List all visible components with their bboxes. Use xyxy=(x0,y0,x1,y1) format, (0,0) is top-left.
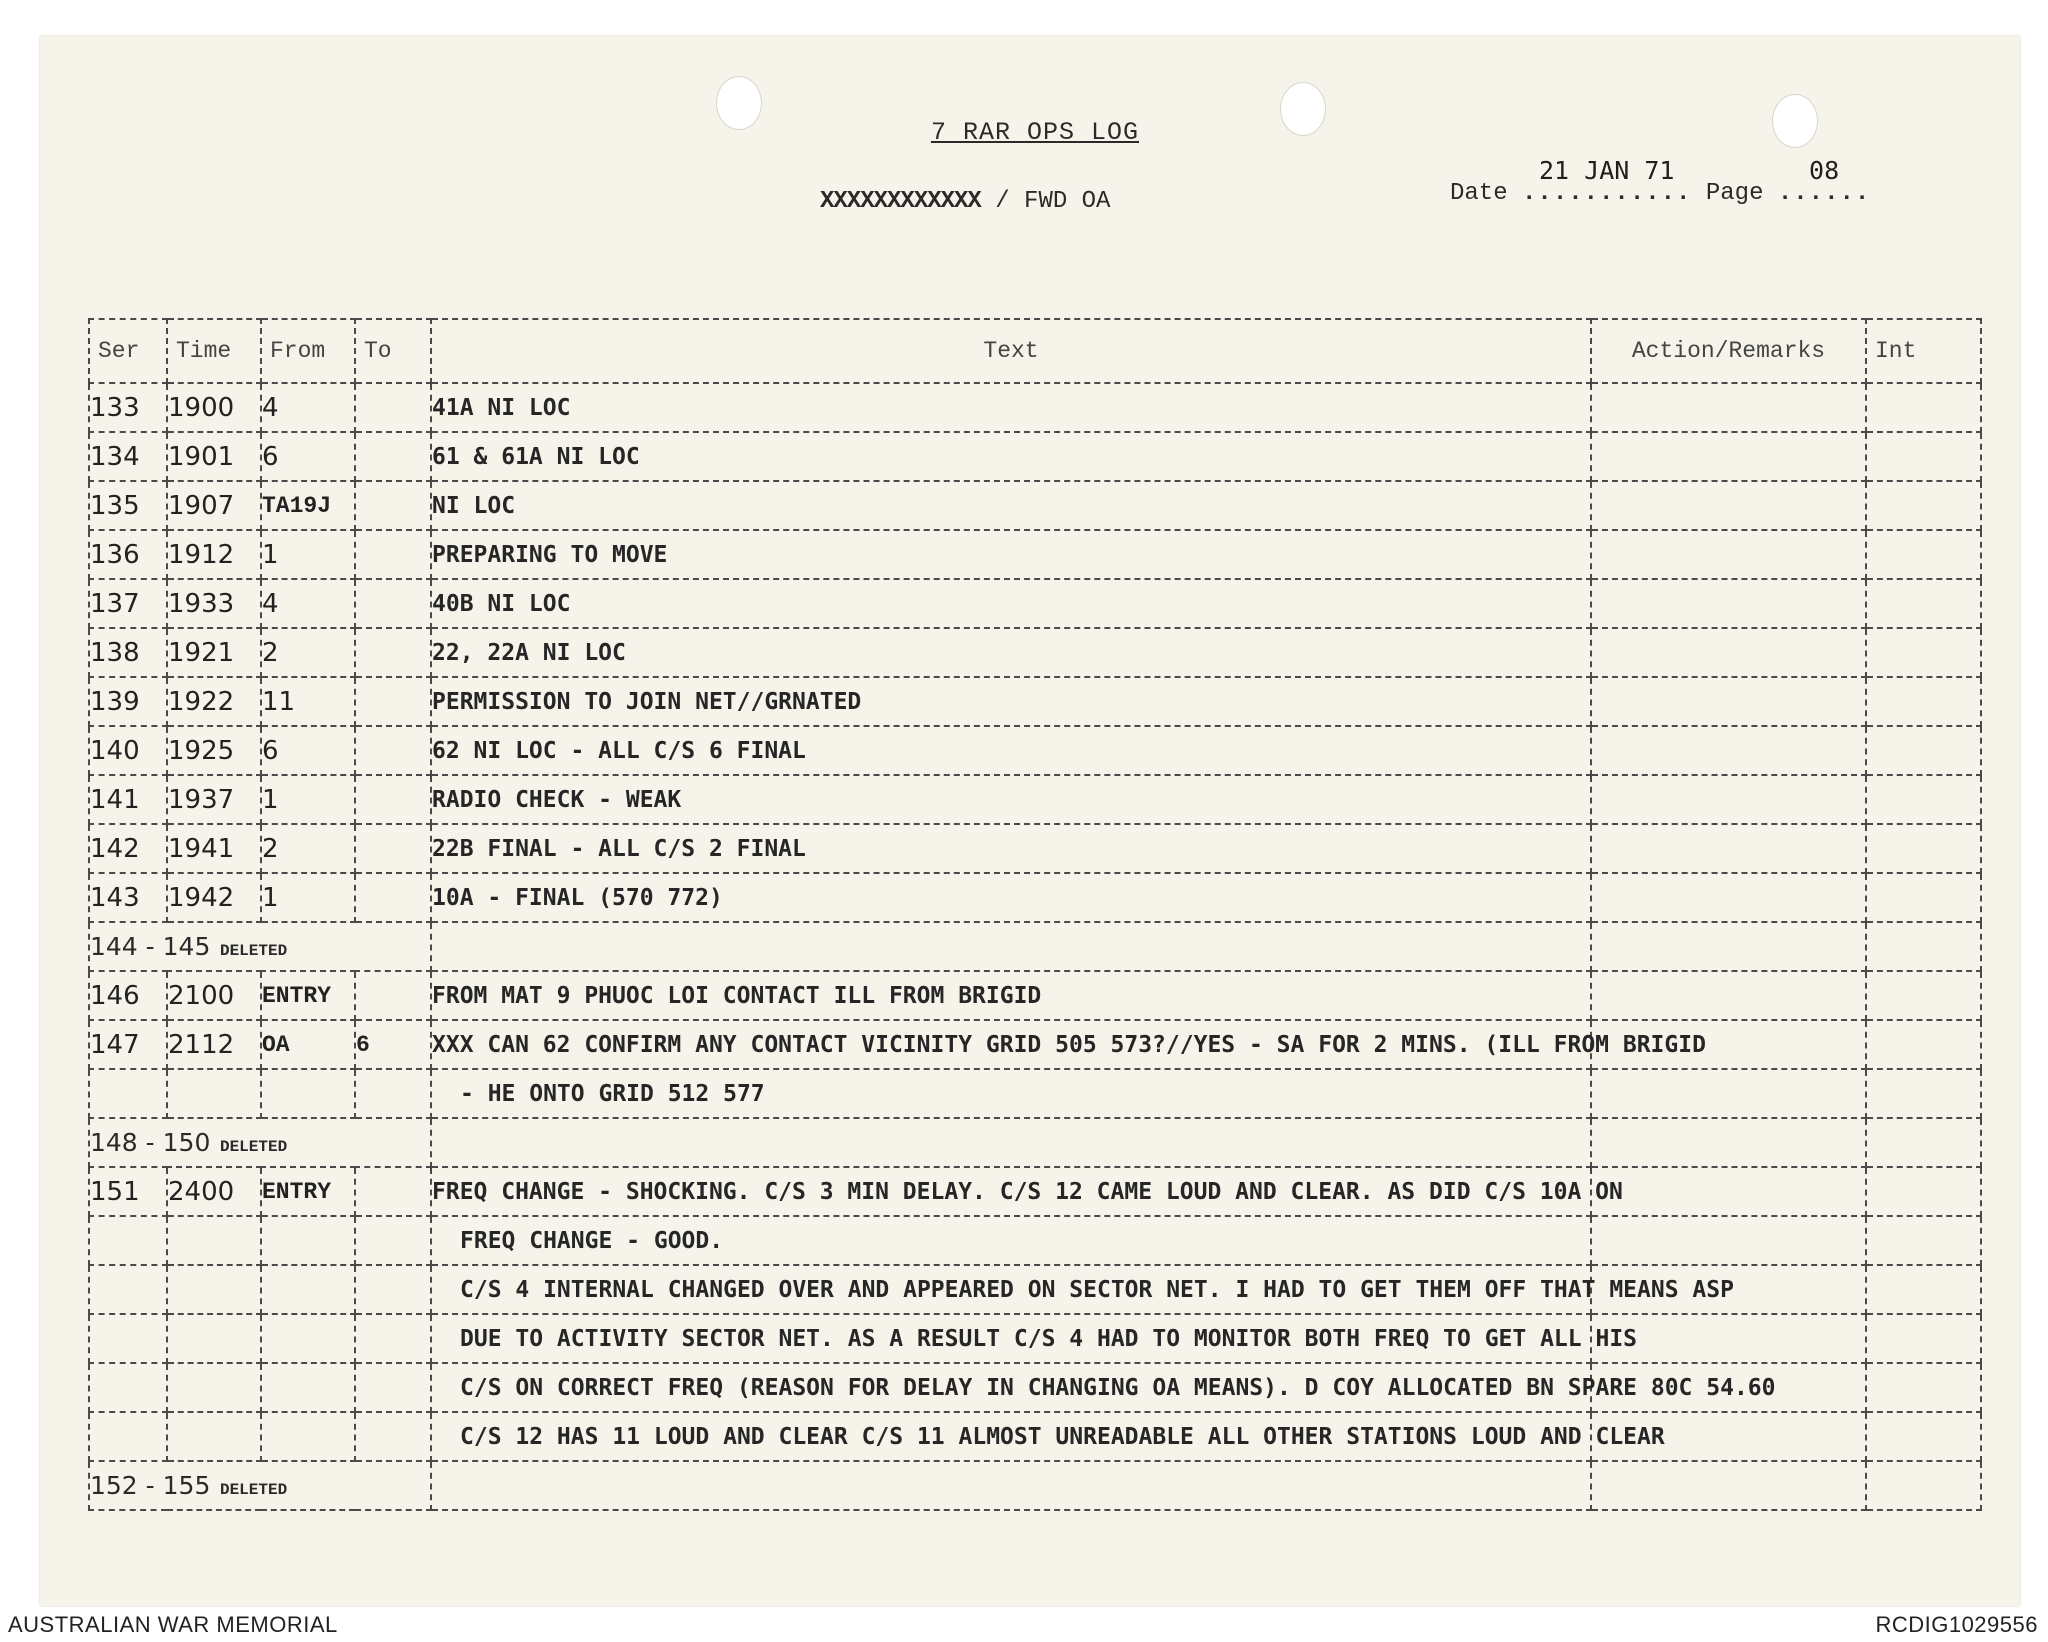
to-cell xyxy=(355,1167,431,1216)
time-cell: 1941 xyxy=(167,824,261,873)
text-cell: 40B NI LOC xyxy=(431,579,1591,628)
table-row xyxy=(89,1069,1981,1118)
from-cell: ENTRY xyxy=(261,1167,355,1216)
action-remarks-cell xyxy=(1591,1167,1866,1216)
int-cell xyxy=(1866,873,1981,922)
unit-name: / FWD OA xyxy=(995,188,1111,215)
date-value: 21 JAN 71 xyxy=(1539,156,1675,185)
ser-cell xyxy=(89,1216,167,1265)
from-cell: TA19J xyxy=(261,481,355,530)
text-cell: XXX CAN 62 CONFIRM ANY CONTACT VICINITY GRID 505 573?//YES - SA FOR 2 MINS. (ILL FROM BRIGID xyxy=(431,1020,1591,1069)
ser-cell: 143 xyxy=(89,873,167,922)
table-row xyxy=(89,1363,1981,1412)
action-remarks-cell xyxy=(1591,677,1866,726)
from-cell xyxy=(261,1363,355,1412)
action-remarks-cell xyxy=(1591,1069,1866,1118)
table-row xyxy=(89,1216,1981,1265)
to-cell xyxy=(355,1216,431,1265)
header-action-remarks: Action/Remarks xyxy=(1591,319,1866,383)
table-row xyxy=(89,579,1981,628)
int-cell xyxy=(1866,530,1981,579)
time-cell xyxy=(167,1412,261,1461)
footer-credit: AUSTRALIAN WAR MEMORIAL xyxy=(8,1612,338,1637)
ser-cell xyxy=(89,1069,167,1118)
text-cell: 22B FINAL - ALL C/S 2 FINAL xyxy=(431,824,1591,873)
table-row xyxy=(89,1167,1981,1216)
ser-cell: 141 xyxy=(89,775,167,824)
time-cell: 2100 xyxy=(167,971,261,1020)
time-cell: 1942 xyxy=(167,873,261,922)
from-cell xyxy=(261,1265,355,1314)
time-cell xyxy=(167,1265,261,1314)
text-cell: - HE ONTO GRID 512 577 xyxy=(431,1069,1591,1118)
int-cell xyxy=(1866,628,1981,677)
text-cell: 22, 22A NI LOC xyxy=(431,628,1591,677)
text-cell: C/S 12 HAS 11 LOUD AND CLEAR C/S 11 ALMOST UNREADABLE ALL OTHER STATIONS LOUD AND CLEAR xyxy=(431,1412,1591,1461)
table-row xyxy=(89,1461,1981,1510)
ops-log-table xyxy=(88,318,1982,1511)
header-from: From xyxy=(261,319,355,383)
to-cell xyxy=(355,1412,431,1461)
deleted-serial-range: 152 - 155 xyxy=(90,1471,211,1500)
time-cell: 1922 xyxy=(167,677,261,726)
text-cell: 61 & 61A NI LOC xyxy=(431,432,1591,481)
table-row xyxy=(89,530,1981,579)
text-cell xyxy=(431,922,1591,971)
action-remarks-cell xyxy=(1591,432,1866,481)
text-cell: 62 NI LOC - ALL C/S 6 FINAL xyxy=(431,726,1591,775)
action-remarks-cell xyxy=(1591,873,1866,922)
action-remarks-cell xyxy=(1591,726,1866,775)
ser-cell: 135 xyxy=(89,481,167,530)
deleted-entries-cell xyxy=(89,922,431,971)
table-row xyxy=(89,775,1981,824)
struck-out-unit: XXXXXXXXXXXX xyxy=(820,188,981,215)
to-cell xyxy=(355,1265,431,1314)
int-cell xyxy=(1866,824,1981,873)
action-remarks-cell xyxy=(1591,1216,1866,1265)
deleted-entries-cell xyxy=(89,1461,431,1510)
action-remarks-cell xyxy=(1591,579,1866,628)
header-int: Int xyxy=(1866,319,1981,383)
text-cell: PREPARING TO MOVE xyxy=(431,530,1591,579)
int-cell xyxy=(1866,1461,1981,1510)
table-row xyxy=(89,481,1981,530)
ser-cell: 146 xyxy=(89,971,167,1020)
from-cell: ENTRY xyxy=(261,971,355,1020)
int-cell xyxy=(1866,1167,1981,1216)
from-cell: 1 xyxy=(261,775,355,824)
text-cell: DUE TO ACTIVITY SECTOR NET. AS A RESULT C/S 4 HAD TO MONITOR BOTH FREQ TO GET ALL HIS xyxy=(431,1314,1591,1363)
table-row xyxy=(89,1412,1981,1461)
from-cell xyxy=(261,1314,355,1363)
ser-cell: 134 xyxy=(89,432,167,481)
action-remarks-cell xyxy=(1591,1461,1866,1510)
int-cell xyxy=(1866,677,1981,726)
text-cell: FREQ CHANGE - SHOCKING. C/S 3 MIN DELAY. C/S 12 CAME LOUD AND CLEAR. AS DID C/S 10A ON xyxy=(431,1167,1591,1216)
from-cell: 4 xyxy=(261,579,355,628)
text-cell: 41A NI LOC xyxy=(431,383,1591,432)
text-cell: FROM MAT 9 PHUOC LOI CONTACT ILL FROM BRIGID xyxy=(431,971,1591,1020)
to-cell xyxy=(355,677,431,726)
header-text: Text xyxy=(431,319,1591,383)
page-value: 08 xyxy=(1809,156,1840,185)
action-remarks-cell xyxy=(1591,628,1866,677)
to-cell xyxy=(355,1314,431,1363)
to-cell xyxy=(355,1363,431,1412)
time-cell xyxy=(167,1069,261,1118)
to-cell xyxy=(355,873,431,922)
to-cell xyxy=(355,383,431,432)
text-cell: FREQ CHANGE - GOOD. xyxy=(431,1216,1591,1265)
ser-cell: 147 xyxy=(89,1020,167,1069)
from-cell xyxy=(261,1412,355,1461)
to-cell xyxy=(355,775,431,824)
from-cell xyxy=(261,1216,355,1265)
table-row xyxy=(89,873,1981,922)
int-cell xyxy=(1866,971,1981,1020)
table-row xyxy=(89,628,1981,677)
action-remarks-cell xyxy=(1591,481,1866,530)
ser-cell xyxy=(89,1363,167,1412)
ser-cell: 137 xyxy=(89,579,167,628)
table-row xyxy=(89,1118,1981,1167)
date-field: ........... 21 JAN 71 xyxy=(1522,156,1692,207)
text-cell: PERMISSION TO JOIN NET//GRNATED xyxy=(431,677,1591,726)
time-cell: 1901 xyxy=(167,432,261,481)
time-cell xyxy=(167,1314,261,1363)
deleted-entries-cell xyxy=(89,1118,431,1167)
table-row xyxy=(89,1314,1981,1363)
date-page-block xyxy=(1450,156,1871,207)
ser-cell: 138 xyxy=(89,628,167,677)
table-row xyxy=(89,1265,1981,1314)
text-cell xyxy=(431,1118,1591,1167)
table-row xyxy=(89,383,1981,432)
action-remarks-cell xyxy=(1591,530,1866,579)
int-cell xyxy=(1866,1020,1981,1069)
from-cell: 11 xyxy=(261,677,355,726)
time-cell: 1907 xyxy=(167,481,261,530)
table-row xyxy=(89,677,1981,726)
ser-cell: 136 xyxy=(89,530,167,579)
int-cell xyxy=(1866,922,1981,971)
text-cell xyxy=(431,1461,1591,1510)
from-cell xyxy=(261,1069,355,1118)
to-cell xyxy=(355,1069,431,1118)
from-cell: 1 xyxy=(261,530,355,579)
to-cell xyxy=(355,432,431,481)
time-cell: 1921 xyxy=(167,628,261,677)
time-cell: 1933 xyxy=(167,579,261,628)
page-label: Page xyxy=(1705,180,1764,207)
action-remarks-cell xyxy=(1591,971,1866,1020)
to-cell xyxy=(355,824,431,873)
text-cell: RADIO CHECK - WEAK xyxy=(431,775,1591,824)
ser-cell: 133 xyxy=(89,383,167,432)
date-label: Date xyxy=(1450,180,1508,207)
from-cell: 4 xyxy=(261,383,355,432)
int-cell xyxy=(1866,1118,1981,1167)
int-cell xyxy=(1866,1412,1981,1461)
to-cell xyxy=(355,579,431,628)
text-cell: C/S 4 INTERNAL CHANGED OVER AND APPEARED ON SECTOR NET. I HAD TO GET THEM OFF THAT MEANS ASP xyxy=(431,1265,1591,1314)
deleted-serial-range: 148 - 150 xyxy=(90,1128,211,1157)
int-cell xyxy=(1866,579,1981,628)
table-row xyxy=(89,922,1981,971)
action-remarks-cell xyxy=(1591,922,1866,971)
table-row xyxy=(89,1020,1981,1069)
action-remarks-cell xyxy=(1591,1118,1866,1167)
ser-cell: 140 xyxy=(89,726,167,775)
header-time: Time xyxy=(167,319,261,383)
table-row xyxy=(89,432,1981,481)
to-cell xyxy=(355,628,431,677)
from-cell: OA xyxy=(261,1020,355,1069)
action-remarks-cell xyxy=(1591,383,1866,432)
table-header-row xyxy=(89,319,1981,383)
time-cell xyxy=(167,1216,261,1265)
int-cell xyxy=(1866,383,1981,432)
to-cell xyxy=(355,726,431,775)
from-cell: 1 xyxy=(261,873,355,922)
unit-line xyxy=(820,188,1110,215)
time-cell xyxy=(167,1363,261,1412)
from-cell: 2 xyxy=(261,824,355,873)
text-cell: NI LOC xyxy=(431,481,1591,530)
action-remarks-cell xyxy=(1591,824,1866,873)
ser-cell xyxy=(89,1265,167,1314)
log-title: 7 RAR OPS LOG xyxy=(930,118,1140,147)
ser-cell xyxy=(89,1412,167,1461)
footer-id: RCDIG1029556 xyxy=(1875,1612,2038,1637)
page-field: ...... 08 xyxy=(1777,156,1871,207)
deleted-label: DELETED xyxy=(219,942,288,960)
from-cell: 6 xyxy=(261,726,355,775)
from-cell: 2 xyxy=(261,628,355,677)
int-cell xyxy=(1866,726,1981,775)
to-cell xyxy=(355,481,431,530)
deleted-label: DELETED xyxy=(219,1138,288,1156)
ser-cell: 139 xyxy=(89,677,167,726)
deleted-serial-range: 144 - 145 xyxy=(90,932,211,961)
int-cell xyxy=(1866,775,1981,824)
int-cell xyxy=(1866,1314,1981,1363)
time-cell: 2400 xyxy=(167,1167,261,1216)
int-cell xyxy=(1866,1216,1981,1265)
to-cell: 6 xyxy=(355,1020,431,1069)
time-cell: 2112 xyxy=(167,1020,261,1069)
table-row xyxy=(89,824,1981,873)
time-cell: 1937 xyxy=(167,775,261,824)
time-cell: 1912 xyxy=(167,530,261,579)
time-cell: 1925 xyxy=(167,726,261,775)
int-cell xyxy=(1866,432,1981,481)
table-row xyxy=(89,971,1981,1020)
header-ser: Ser xyxy=(89,319,167,383)
ser-cell: 142 xyxy=(89,824,167,873)
action-remarks-cell xyxy=(1591,775,1866,824)
int-cell xyxy=(1866,481,1981,530)
from-cell: 6 xyxy=(261,432,355,481)
text-cell: 10A - FINAL (570 772) xyxy=(431,873,1591,922)
header-to: To xyxy=(355,319,431,383)
ser-cell xyxy=(89,1314,167,1363)
to-cell xyxy=(355,530,431,579)
int-cell xyxy=(1866,1069,1981,1118)
text-cell: C/S ON CORRECT FREQ (REASON FOR DELAY IN CHANGING OA MEANS). D COY ALLOCATED BN SPARE 80C 54.60 xyxy=(431,1363,1591,1412)
ser-cell: 151 xyxy=(89,1167,167,1216)
int-cell xyxy=(1866,1363,1981,1412)
to-cell xyxy=(355,971,431,1020)
deleted-label: DELETED xyxy=(219,1481,288,1499)
table-row xyxy=(89,726,1981,775)
time-cell: 1900 xyxy=(167,383,261,432)
int-cell xyxy=(1866,1265,1981,1314)
